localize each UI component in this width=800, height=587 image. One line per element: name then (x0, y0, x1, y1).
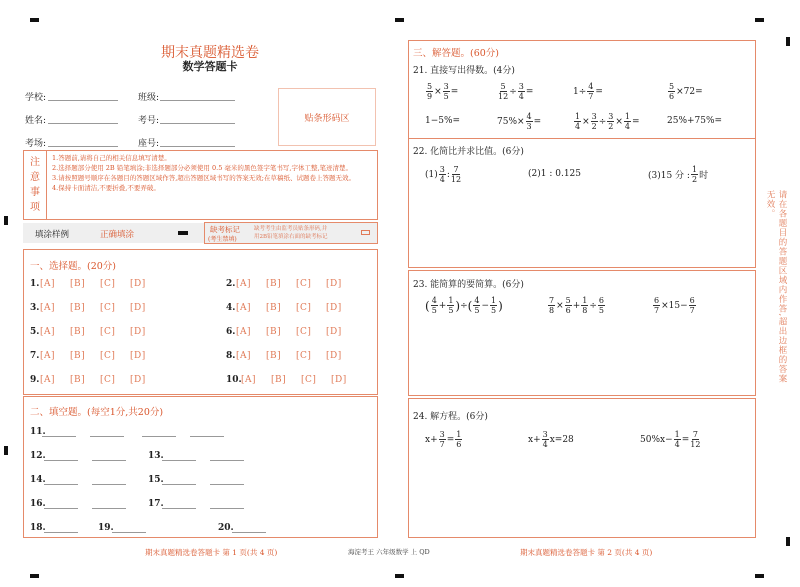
correct-fill-sample (178, 231, 188, 235)
fill-example-label: 填涂样例 (35, 230, 70, 240)
section1-title: 一、选择题。(20分) (30, 261, 117, 272)
exam-no-field[interactable] (160, 123, 235, 124)
choice-bubble-c[interactable]: [C] (100, 279, 116, 289)
choice-bubble-d[interactable]: [D] (130, 279, 146, 289)
q21-expr-8: 25%+75%= (667, 116, 723, 126)
notice-label: 注 意 事 项 (30, 157, 40, 213)
blank-line[interactable] (162, 484, 196, 485)
blank-line[interactable] (44, 484, 78, 485)
choice-bubble-a[interactable]: [A] (236, 327, 252, 337)
choice-bubble-b[interactable]: [B] (70, 327, 86, 337)
page-subtitle: 数学答题卡 (182, 60, 238, 73)
q21-title: 21. 直接写出得数。(4分) (413, 66, 515, 76)
choice-bubble-a[interactable]: [A] (236, 351, 252, 361)
blank-line[interactable] (44, 508, 78, 509)
choice-bubble-d[interactable]: [D] (130, 351, 146, 361)
choice-bubble-b[interactable]: [B] (266, 279, 282, 289)
blank-line[interactable] (210, 484, 244, 485)
choice-bubble-d[interactable]: [D] (326, 351, 342, 361)
blank-line[interactable] (162, 508, 196, 509)
blank-line[interactable] (232, 532, 266, 533)
barcode-label: 贴条形码区 (304, 114, 350, 124)
q21-expr-2: $\frac{5}{12}$ ÷ $\frac{3}{4}$ = (498, 82, 534, 101)
class-label: 班级: (138, 93, 160, 103)
choice-bubble-c[interactable]: [C] (100, 303, 116, 313)
choice-number: 3. (30, 303, 40, 313)
absent-mark-bubble[interactable] (361, 230, 370, 235)
footer-left: 期末真题精选卷答题卡 第 1 页(共 4 页) (145, 548, 278, 557)
exam-no-label: 考号: (138, 116, 160, 126)
divider (408, 138, 756, 139)
choice-bubble-c[interactable]: [C] (100, 351, 116, 361)
choice-bubble-a[interactable]: [A] (236, 303, 252, 313)
choice-bubble-a[interactable]: [A] (40, 327, 56, 337)
blank-line[interactable] (112, 532, 146, 533)
choice-number: 10. (226, 375, 242, 385)
blank-number: 17. (148, 499, 164, 509)
choice-bubble-b[interactable]: [B] (70, 351, 86, 361)
choice-number: 1. (30, 279, 40, 289)
choice-bubble-a[interactable]: [A] (241, 375, 257, 385)
choice-bubble-c[interactable]: [C] (100, 327, 116, 337)
page-title: 期末真题精选卷 (161, 45, 259, 61)
q21-expr-4: $\frac{5}{6}$ ×72= (669, 82, 703, 101)
blank-number: 18. (30, 523, 46, 533)
blank-line[interactable] (92, 484, 126, 485)
blank-line[interactable] (92, 460, 126, 461)
school-field[interactable] (48, 100, 118, 101)
blank-number: 19. (98, 523, 114, 533)
q21-expr-7: $\frac{1}{4}$ × $\frac{3}{2}$ ÷ $\frac{3}{2}$ × $\frac{1}{4}$ = (575, 112, 640, 131)
choice-bubble-b[interactable]: [B] (266, 327, 282, 337)
blank-line[interactable] (44, 460, 78, 461)
section2-title: 二、填空题。(每空1分,共20分) (30, 407, 164, 418)
notice-item: 1.答题前,请将自己的相关信息填写清楚。 (52, 154, 171, 162)
blank-number: 12. (30, 451, 46, 461)
q21-expr-1: $\frac{5}{9}$ × $\frac{3}{5}$ = (427, 82, 459, 101)
choice-bubble-c[interactable]: [C] (296, 279, 312, 289)
absent-mark-label: 缺考标记 (210, 225, 240, 234)
choice-bubble-b[interactable]: [B] (70, 375, 86, 385)
choice-bubble-d[interactable]: [D] (130, 375, 146, 385)
choice-bubble-b[interactable]: [B] (266, 303, 282, 313)
choice-bubble-a[interactable]: [A] (40, 279, 56, 289)
q23-title: 23. 能简算的要简算。(6分) (413, 280, 524, 290)
choice-number: 5. (30, 327, 40, 337)
class-field[interactable] (160, 100, 235, 101)
footer-center: 海淀考王 六年级数学 上 QD (348, 548, 430, 556)
choice-bubble-a[interactable]: [A] (40, 375, 56, 385)
choice-bubble-d[interactable]: [D] (326, 327, 342, 337)
room-label: 考场: (25, 139, 47, 149)
registration-mark (786, 537, 790, 546)
choice-bubble-d[interactable]: [D] (130, 303, 146, 313)
blank-number: 15. (148, 475, 164, 485)
registration-mark (395, 18, 404, 22)
choice-bubble-a[interactable]: [A] (40, 303, 56, 313)
choice-bubble-d[interactable]: [D] (326, 303, 342, 313)
notice-item: 3.请按照题号顺序在各题目的答题区域作答,超出答题区域书写的答案无效;在草稿纸、试题卷上答题无效。 (52, 174, 355, 182)
q24-eq-1: x+ $\frac{3}{7}$ = $\frac{1}{6}$ (425, 430, 462, 449)
registration-mark (755, 574, 764, 578)
blank-number: 16. (30, 499, 46, 509)
q21-expr-6: 75%× $\frac{4}{3}$ = (497, 112, 542, 131)
q23-expr-2: $\frac{7}{8}$ × $\frac{5}{6}$ + $\frac{1}{8}$ ÷ $\frac{6}{5}$ (549, 296, 605, 315)
registration-mark (30, 574, 39, 578)
section3-title: 三、解答题。(60分) (413, 48, 500, 59)
choice-bubble-c[interactable]: [C] (100, 375, 116, 385)
blank-number: 20. (218, 523, 234, 533)
registration-mark (786, 37, 790, 46)
side-note: 请在各题目的答题区域内作答,超出边框的答案无效。 (765, 190, 787, 384)
school-label: 学校: (25, 93, 47, 103)
choice-number: 8. (226, 351, 236, 361)
footer-right: 期末真题精选卷答题卡 第 2 页(共 4 页) (520, 548, 653, 557)
registration-mark (4, 446, 8, 455)
blank-number: 11. (30, 427, 46, 437)
q21-expr-5: 1−5%= (425, 116, 461, 126)
choice-bubble-c[interactable]: [C] (296, 351, 312, 361)
choice-bubble-b[interactable]: [B] (70, 279, 86, 289)
blank-line[interactable] (90, 436, 124, 437)
q22-item-1: (1) $\frac{3}{4}$ : $\frac{7}{12}$ (425, 165, 462, 184)
q23-expr-3: $\frac{6}{7}$ ×15− $\frac{6}{7}$ (654, 296, 695, 315)
blank-line[interactable] (142, 436, 176, 437)
choice-number: 6. (226, 327, 236, 337)
absent-note: 缺考考生由监考员贴条形码,并 用2B铅笔填涂右面的缺考标记 (254, 226, 328, 240)
blank-line[interactable] (210, 460, 244, 461)
blank-line[interactable] (210, 508, 244, 509)
blank-line[interactable] (44, 532, 78, 533)
q22-title: 22. 化简比并求比值。(6分) (413, 147, 524, 157)
choice-bubble-c[interactable]: [C] (296, 303, 312, 313)
choice-number: 7. (30, 351, 40, 361)
q22-item-2: (2)1 : 0.125 (528, 169, 581, 179)
seat-field[interactable] (160, 146, 235, 147)
notice-items (52, 153, 374, 193)
registration-mark (30, 18, 39, 22)
notice-item: 4.保持卡面清洁,不要折叠,不要弄破。 (52, 184, 160, 192)
blank-line[interactable] (42, 436, 76, 437)
blank-number: 14. (30, 475, 46, 485)
seat-label: 座号: (138, 139, 160, 149)
choice-bubble-d[interactable]: [D] (326, 279, 342, 289)
correct-fill-label: 正确填涂 (100, 230, 135, 240)
blank-line[interactable] (162, 460, 196, 461)
choice-number: 9. (30, 375, 40, 385)
choice-bubble-d[interactable]: [D] (130, 327, 146, 337)
room-field[interactable] (48, 146, 118, 147)
q24-title: 24. 解方程。(6分) (413, 412, 488, 422)
choice-number: 2. (226, 279, 236, 289)
absent-mark-sub: (考生禁填) (208, 236, 237, 243)
registration-mark (395, 574, 404, 578)
q24-eq-3: 50%x− $\frac{1}{4}$ = $\frac{7}{12}$ (640, 430, 701, 449)
choice-bubble-d[interactable]: [D] (331, 375, 347, 385)
registration-mark (755, 18, 764, 22)
choice-bubble-b[interactable]: [B] (266, 351, 282, 361)
choice-bubble-a[interactable]: [A] (40, 351, 56, 361)
choice-number: 4. (226, 303, 236, 313)
notice-item: 2.选择题部分使用 2B 铅笔填涂;非选择题部分必须使用 0.5 毫米的黑色签字笔书写,字体工整,笔迹清楚。 (52, 164, 353, 172)
choice-bubble-c[interactable]: [C] (296, 327, 312, 337)
q24-eq-2: x+ $\frac{3}{4}$ x=28 (528, 430, 574, 449)
notice-divider (46, 150, 47, 220)
q23-expr-1: ( $\frac{4}{5}$ + $\frac{1}{5}$ ) ÷ ( $\frac{4}{5}$ − $\frac{1}{5}$ ) (425, 296, 503, 315)
q22-item-3: (3)15 分 : $\frac{1}{2}$ 时 (648, 165, 709, 184)
choice-bubble-b[interactable]: [B] (70, 303, 86, 313)
choice-bubble-b[interactable]: [B] (271, 375, 287, 385)
registration-mark (4, 216, 8, 225)
blank-number: 13. (148, 451, 164, 461)
name-field[interactable] (48, 123, 118, 124)
choice-bubble-c[interactable]: [C] (301, 375, 317, 385)
blank-line[interactable] (190, 436, 224, 437)
name-label: 姓名: (25, 116, 47, 126)
choice-bubble-a[interactable]: [A] (236, 279, 252, 289)
q21-expr-3: 1÷ $\frac{4}{7}$ = (573, 82, 603, 101)
blank-line[interactable] (92, 508, 126, 509)
